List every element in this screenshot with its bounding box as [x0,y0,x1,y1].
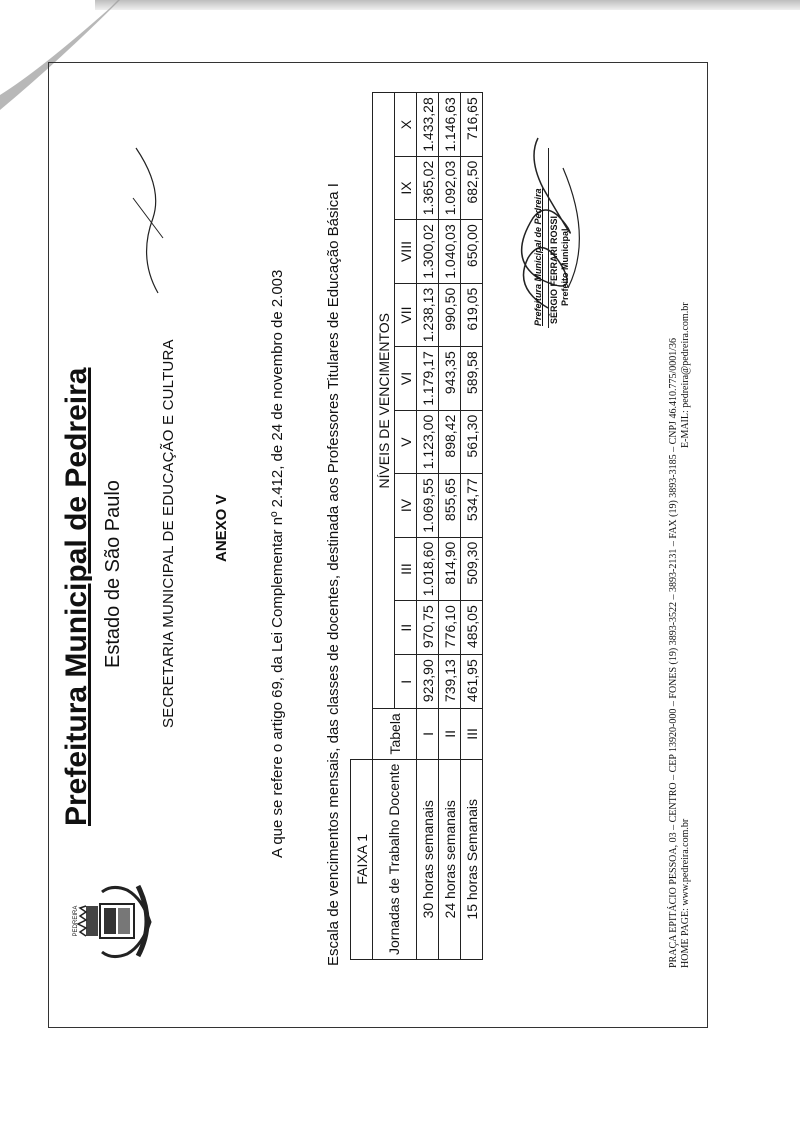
rotated-document [48,62,708,1028]
signatory-name: SÉRGIO FERRARI ROSSI [549,215,559,324]
salary-cell: 650,00 [461,220,483,284]
svg-text:PEDREIRA: PEDREIRA [73,905,79,937]
tabela-cell: II [439,709,461,759]
page-title: Prefeitura Municipal de Pedreira [60,367,93,826]
table-row [439,93,461,960]
salary-cell: 1.365,02 [417,156,439,220]
salary-cell: 1.123,00 [417,410,439,474]
salary-cell: 739,13 [439,655,461,709]
level-header: II [395,601,417,655]
salary-cell: 776,10 [439,601,461,655]
salary-cell: 716,65 [461,93,483,157]
salary-cell: 970,75 [417,601,439,655]
salary-cell: 923,90 [417,655,439,709]
department-name: SECRETARIA MUNICIPAL DE EDUCAÇÃO E CULTURA [160,339,177,728]
jornada-cell: 15 horas Semanais [461,759,483,959]
signatory-role: Prefeito Municipal [560,228,570,306]
signature-organization: Prefeitura Municipal de Pedreira [533,188,543,326]
salary-cell: 1.238,13 [417,283,439,347]
tabela-cell: III [461,709,483,759]
level-header: VIII [395,220,417,284]
levels-group-header: NÍVEIS DE VENCIMENTOS [373,93,395,709]
jornada-cell: 30 horas semanais [417,759,439,959]
footer-homepage: HOME PAGE: www.pedreira.com.br [680,818,691,968]
salary-cell: 682,50 [461,156,483,220]
salary-cell: 485,05 [461,601,483,655]
annex-heading: ANEXO V [213,494,230,562]
salary-cell: 814,90 [439,537,461,601]
salary-cell: 898,42 [439,410,461,474]
jornadas-header: Jornadas de Trabalho Docente [373,759,417,959]
tabela-cell: I [417,709,439,759]
salary-cell: 990,50 [439,283,461,347]
level-header: VI [395,347,417,411]
salary-cell: 1.179,17 [417,347,439,411]
footer-address: PRAÇA EPITÁCIO PESSOA, 03 – CENTRO – CEP 13920-000 – FONES (19) 3893-3522 – 3893-2131 – FAX (19) 3893-3185 – CNPJ 46.410.775/0001/36 [668,337,679,968]
salary-cell: 943,35 [439,347,461,411]
salary-cell: 1.069,55 [417,474,439,538]
salary-cell: 1.300,02 [417,220,439,284]
margin-initials-icon [128,138,168,298]
salary-cell: 1.092,03 [439,156,461,220]
salary-cell: 561,30 [461,410,483,474]
salary-cell: 509,30 [461,537,483,601]
level-header: VII [395,283,417,347]
salary-cell: 1.040,03 [439,220,461,284]
level-header: III [395,537,417,601]
level-header: I [395,655,417,709]
salary-cell: 534,77 [461,474,483,538]
salary-table [350,92,483,960]
jornada-cell: 24 horas semanais [439,759,461,959]
table-row [417,93,439,960]
salary-cell: 589,58 [461,347,483,411]
scan-edge [95,0,800,10]
footer-email: E-MAIL: pedreira@pedreira.com.br [680,302,691,448]
salary-cell: 1.146,63 [439,93,461,157]
salary-cell: 619,05 [461,283,483,347]
salary-cell: 1.018,60 [417,537,439,601]
municipal-coat-of-arms-icon [72,882,154,960]
salary-cell: 1.433,28 [417,93,439,157]
faixa-label: FAIXA 1 [351,759,373,959]
salary-cell: 461,95 [461,655,483,709]
page-subtitle: Estado de São Paulo [102,480,124,668]
salary-cell: 855,65 [439,474,461,538]
level-header: IX [395,156,417,220]
level-header: V [395,410,417,474]
level-header: X [395,93,417,157]
scale-description: Escala de vencimentos mensais, das classes de docentes, destinada aos Professores Titulares de Educação Básica I [325,183,342,966]
level-header: IV [395,474,417,538]
law-reference: A que se refere o artigo 69, da Lei Complementar nº 2.412, de 24 de novembro de 2.003 [269,269,286,858]
table-row [461,93,483,960]
tabela-header: Tabela [373,709,417,759]
